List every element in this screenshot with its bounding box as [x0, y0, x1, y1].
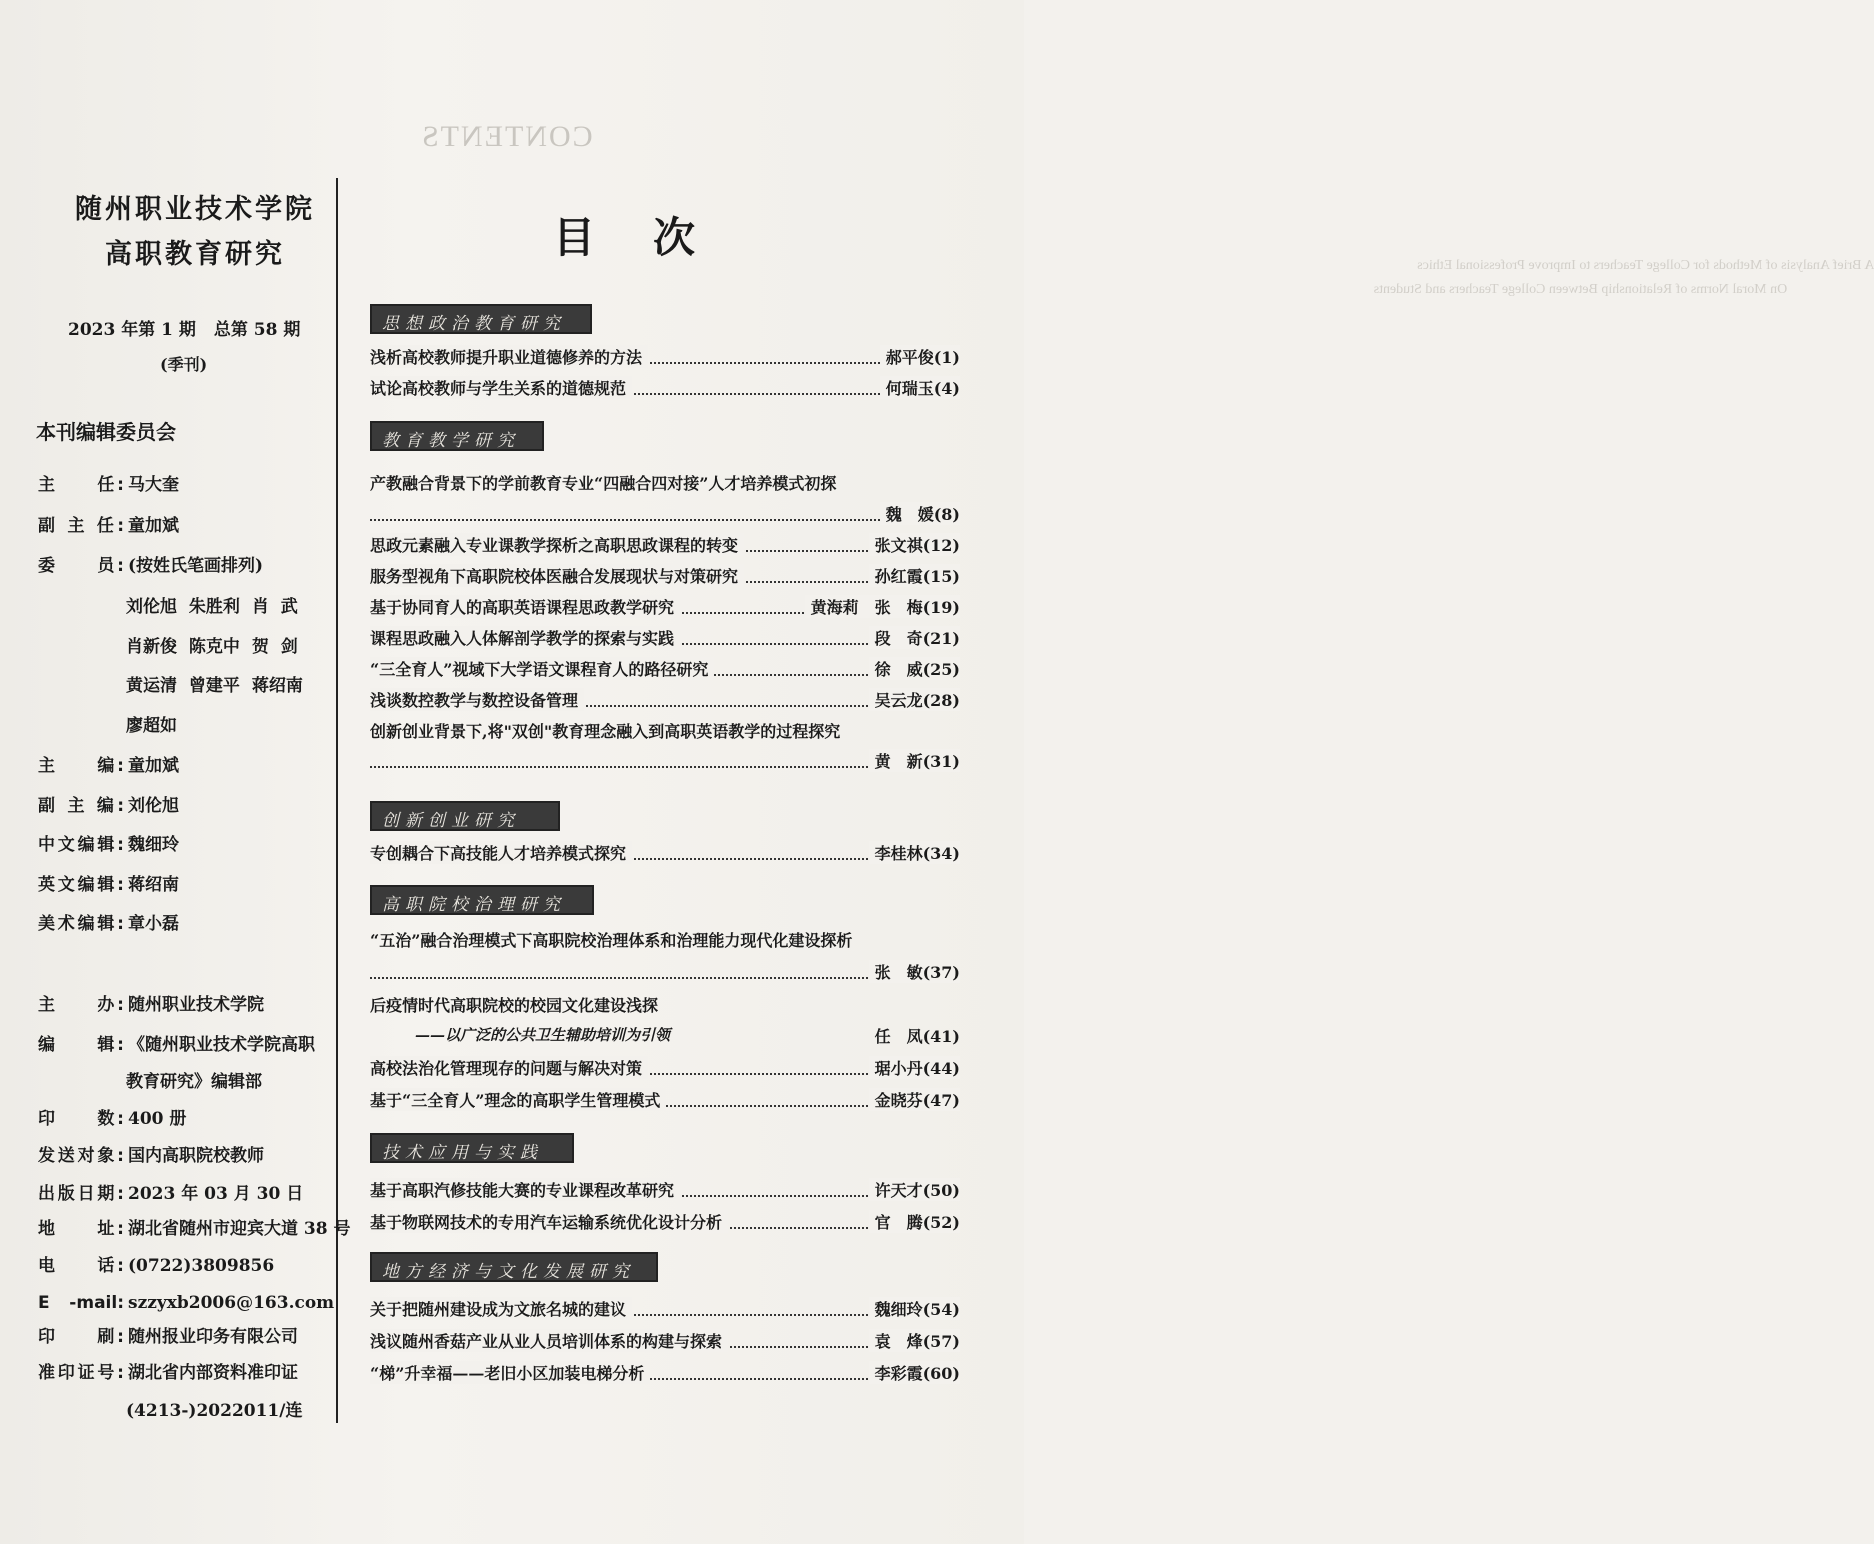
entry-author-page: 琚小丹(44) — [869, 1056, 960, 1079]
section-header: 思想政治教育研究 — [370, 304, 592, 334]
members-list-row: 刘伦旭 朱胜利 肖 武 — [126, 597, 298, 617]
toc-entry[interactable] — [415, 1024, 960, 1045]
entry-subtitle: ——以广泛的公共卫生辅助培训为引领 — [415, 1026, 671, 1044]
toc-entry[interactable] — [370, 595, 960, 618]
phone-row — [38, 1251, 274, 1276]
print-count-value: 400 册 — [128, 1109, 187, 1129]
deputy-editor-name: 刘伦旭 — [128, 796, 179, 816]
toc-entry[interactable] — [370, 688, 960, 711]
print-count-label: 印 数: — [38, 1109, 124, 1129]
phone-label: 电 话: — [38, 1256, 124, 1276]
section-header: 高职院校治理研究 — [370, 885, 594, 915]
phone-value: (0722)3809856 — [128, 1256, 275, 1276]
entry-title[interactable]: 产教融合背景下的学前教育专业“四融合四对接”人才培养模式初探 — [370, 474, 837, 493]
editorial-office-value: 《随州职业技术学院高职 — [128, 1035, 315, 1055]
chinese-editor-row — [38, 830, 179, 855]
toc-entry[interactable] — [370, 626, 960, 649]
deputy-director-row — [38, 511, 179, 536]
toc-entry[interactable] — [370, 1178, 960, 1201]
entry-author-page: 金晓芬(47) — [869, 1088, 960, 1111]
publication-frequency: (季刊) — [160, 355, 208, 374]
section-header: 技术应用与实践 — [370, 1133, 574, 1163]
publish-date-label: 出版日期: — [38, 1184, 124, 1204]
show-through-line: A Brief Analysis of Methods for College Teachers to Improve Professional Ethics — [1417, 258, 1874, 273]
printer-label: 印 刷: — [38, 1327, 124, 1347]
entry-title[interactable]: 创新创业背景下,将"双创"教育理念融入到高职英语教学的过程探究 — [370, 722, 841, 741]
permit-label: 准印证号: — [38, 1363, 124, 1383]
toc-entry[interactable] — [370, 960, 960, 983]
toc-entry[interactable] — [370, 345, 960, 368]
entry-author-page: 徐 威(25) — [869, 657, 960, 680]
entry-title: 基于高职汽修技能大赛的专业课程改革研究 — [370, 1178, 680, 1201]
printer-value: 随州报业印务有限公司 — [128, 1327, 298, 1347]
entry-author-page: 李桂林(34) — [869, 841, 960, 864]
entry-author-page: 官 腾(52) — [869, 1210, 960, 1233]
toc-entry[interactable] — [370, 502, 960, 525]
english-editor-row — [38, 870, 179, 895]
email-label: E -mail: — [38, 1293, 124, 1313]
english-editor-name: 蒋绍南 — [128, 875, 179, 895]
deputy-editor-label: 副 主 编: — [38, 796, 124, 816]
entry-title[interactable]: “五治”融合治理模式下高职院校治理体系和治理能力现代化建设探析 — [370, 931, 853, 950]
art-editor-row — [38, 909, 179, 934]
art-editor-label: 美术编辑: — [38, 914, 124, 934]
sponsor-value: 随州职业技术学院 — [128, 995, 264, 1015]
chinese-editor-name: 魏细玲 — [128, 835, 179, 855]
editor-row — [38, 751, 179, 776]
sponsor-row — [38, 990, 264, 1015]
entry-author-page: 段 奇(21) — [869, 626, 960, 649]
issue-line — [68, 315, 312, 340]
permit-number: (4213-)2022011/连 — [126, 1401, 303, 1421]
entry-title: 基于“三全育人”理念的高职学生管理模式 — [370, 1088, 666, 1111]
committee-title: 本刊编辑委员会 — [36, 420, 176, 444]
editorial-office-row — [38, 1030, 315, 1055]
members-list-row: 黄运清 曾建平 蒋绍南 — [126, 676, 303, 696]
entry-author-page: 魏细玲(54) — [869, 1297, 960, 1320]
entry-title: “三全育人”视域下大学语文课程育人的路径研究 — [370, 657, 714, 680]
print-count-row — [38, 1104, 186, 1129]
show-through-line: On Moral Norms of Relationship Between College Teachers and Students — [1373, 282, 1788, 297]
entry-title: 高校法治化管理现存的问题与解决对策 — [370, 1056, 648, 1079]
email-value: szzyxb2006@163.com — [128, 1293, 335, 1313]
entry-author-page: 黄海莉 张 梅(19) — [805, 595, 960, 618]
deputy-editor-row — [38, 791, 179, 816]
director-name: 马大奎 — [128, 475, 179, 495]
toc-entry[interactable] — [370, 1361, 960, 1384]
journal-institution: 随州职业技术学院 — [75, 194, 315, 225]
audience-value: 国内高职院校教师 — [128, 1146, 264, 1166]
toc-entry[interactable] — [370, 1297, 960, 1320]
email-row — [38, 1288, 334, 1313]
editor-label: 主 编: — [38, 756, 124, 776]
editorial-office-value-cont: 教育研究》编辑部 — [126, 1072, 262, 1092]
chinese-editor-label: 中文编辑: — [38, 835, 124, 855]
permit-value: 湖北省内部资料准印证 — [128, 1363, 298, 1383]
entry-author-page: 许天才(50) — [869, 1178, 960, 1201]
entry-author-page: 张 敏(37) — [869, 960, 960, 983]
journal-name: 高职教育研究 — [105, 239, 285, 270]
entry-title: “梯”升幸福——老旧小区加装电梯分析 — [370, 1361, 650, 1384]
director-label: 主 任: — [38, 475, 124, 495]
section-header: 教育教学研究 — [370, 421, 544, 451]
english-editor-label: 英文编辑: — [38, 875, 124, 895]
publish-date-row — [38, 1179, 303, 1204]
entry-title: 浅析高校教师提升职业道德修养的方法 — [370, 345, 648, 368]
editorial-office-label: 编 辑: — [38, 1035, 124, 1055]
toc-entry[interactable] — [370, 749, 960, 772]
entry-title: 基于物联网技术的专用汽车运输系统优化设计分析 — [370, 1210, 728, 1233]
entry-title: 课程思政融入人体解剖学教学的探索与实践 — [370, 626, 680, 649]
section-header: 创新创业研究 — [370, 801, 560, 831]
toc-entry[interactable] — [370, 657, 960, 680]
printer-row — [38, 1322, 298, 1347]
entry-author-page: 袁 烽(57) — [869, 1329, 960, 1352]
members-list-row: 廖超如 — [126, 716, 177, 736]
entry-author-page: 魏 媛(8) — [880, 502, 960, 525]
publish-date-value: 2023 年 03 月 30 日 — [128, 1184, 304, 1204]
deputy-director-label: 副 主 任: — [38, 516, 124, 536]
address-value: 湖北省随州市迎宾大道 38 号 — [128, 1219, 351, 1239]
sponsor-label: 主 办: — [38, 995, 124, 1015]
entry-title: 浅议随州香菇产业从业人员培训体系的构建与探索 — [370, 1329, 728, 1352]
entry-title: 浅谈数控教学与数控设备管理 — [370, 688, 584, 711]
year-issue: 2023 年第 1 期 — [68, 320, 196, 340]
audience-label: 发送对象: — [38, 1146, 124, 1166]
toc-entry[interactable] — [370, 1210, 960, 1233]
entry-author-page: 黄 新(31) — [869, 749, 960, 772]
toc-entry[interactable] — [370, 1329, 960, 1352]
entry-author-page: 张文祺(12) — [869, 533, 960, 556]
director-row — [38, 470, 179, 495]
entry-author-page: 何瑞玉(4) — [880, 376, 960, 399]
entry-title: 服务型视角下高职院校体医融合发展现状与对策研究 — [370, 564, 744, 587]
entry-author-page: 李彩霞(60) — [869, 1361, 960, 1384]
entry-author-page: 孙红霞(15) — [869, 564, 960, 587]
members-row — [38, 551, 263, 576]
members-label: 委 员: — [38, 556, 124, 576]
entry-title[interactable]: 后疫情时代高职院校的校园文化建设浅探 — [370, 996, 659, 1015]
audience-row — [38, 1141, 264, 1166]
editor-name: 童加斌 — [128, 756, 179, 776]
toc-entry[interactable] — [370, 533, 960, 556]
entry-author-page: 吴云龙(28) — [869, 688, 960, 711]
toc-title: 目次 — [553, 213, 754, 262]
art-editor-name: 章小磊 — [128, 914, 179, 934]
toc-entry[interactable] — [370, 564, 960, 587]
entry-title: 基于协同育人的高职英语课程思政教学研究 — [370, 595, 680, 618]
address-row — [38, 1214, 351, 1239]
entry-author-page: 任 凤(41) — [874, 1027, 960, 1046]
toc-entry[interactable] — [370, 1056, 960, 1079]
entry-author-page: 郝平俊(1) — [880, 345, 960, 368]
show-through-heading: CONTENTS — [420, 120, 593, 153]
address-label: 地 址: — [38, 1219, 124, 1239]
members-note: (按姓氏笔画排列) — [128, 556, 264, 576]
deputy-director-name: 童加斌 — [128, 516, 179, 536]
permit-row — [38, 1358, 298, 1383]
toc-entry[interactable] — [370, 841, 960, 864]
toc-entry[interactable] — [370, 1088, 960, 1111]
entry-title: 思政元素融入专业课教学探析之高职思政课程的转变 — [370, 533, 744, 556]
toc-entry[interactable] — [370, 376, 960, 399]
entry-title: 关于把随州建设成为文旅名城的建议 — [370, 1297, 632, 1320]
members-list-row: 肖新俊 陈克中 贺 剑 — [126, 637, 298, 657]
section-header: 地方经济与文化发展研究 — [370, 1252, 658, 1282]
total-issue: 总第 58 期 — [213, 320, 301, 340]
entry-title: 试论高校教师与学生关系的道德规范 — [370, 376, 632, 399]
entry-title: 专创耦合下高技能人才培养模式探究 — [370, 841, 632, 864]
